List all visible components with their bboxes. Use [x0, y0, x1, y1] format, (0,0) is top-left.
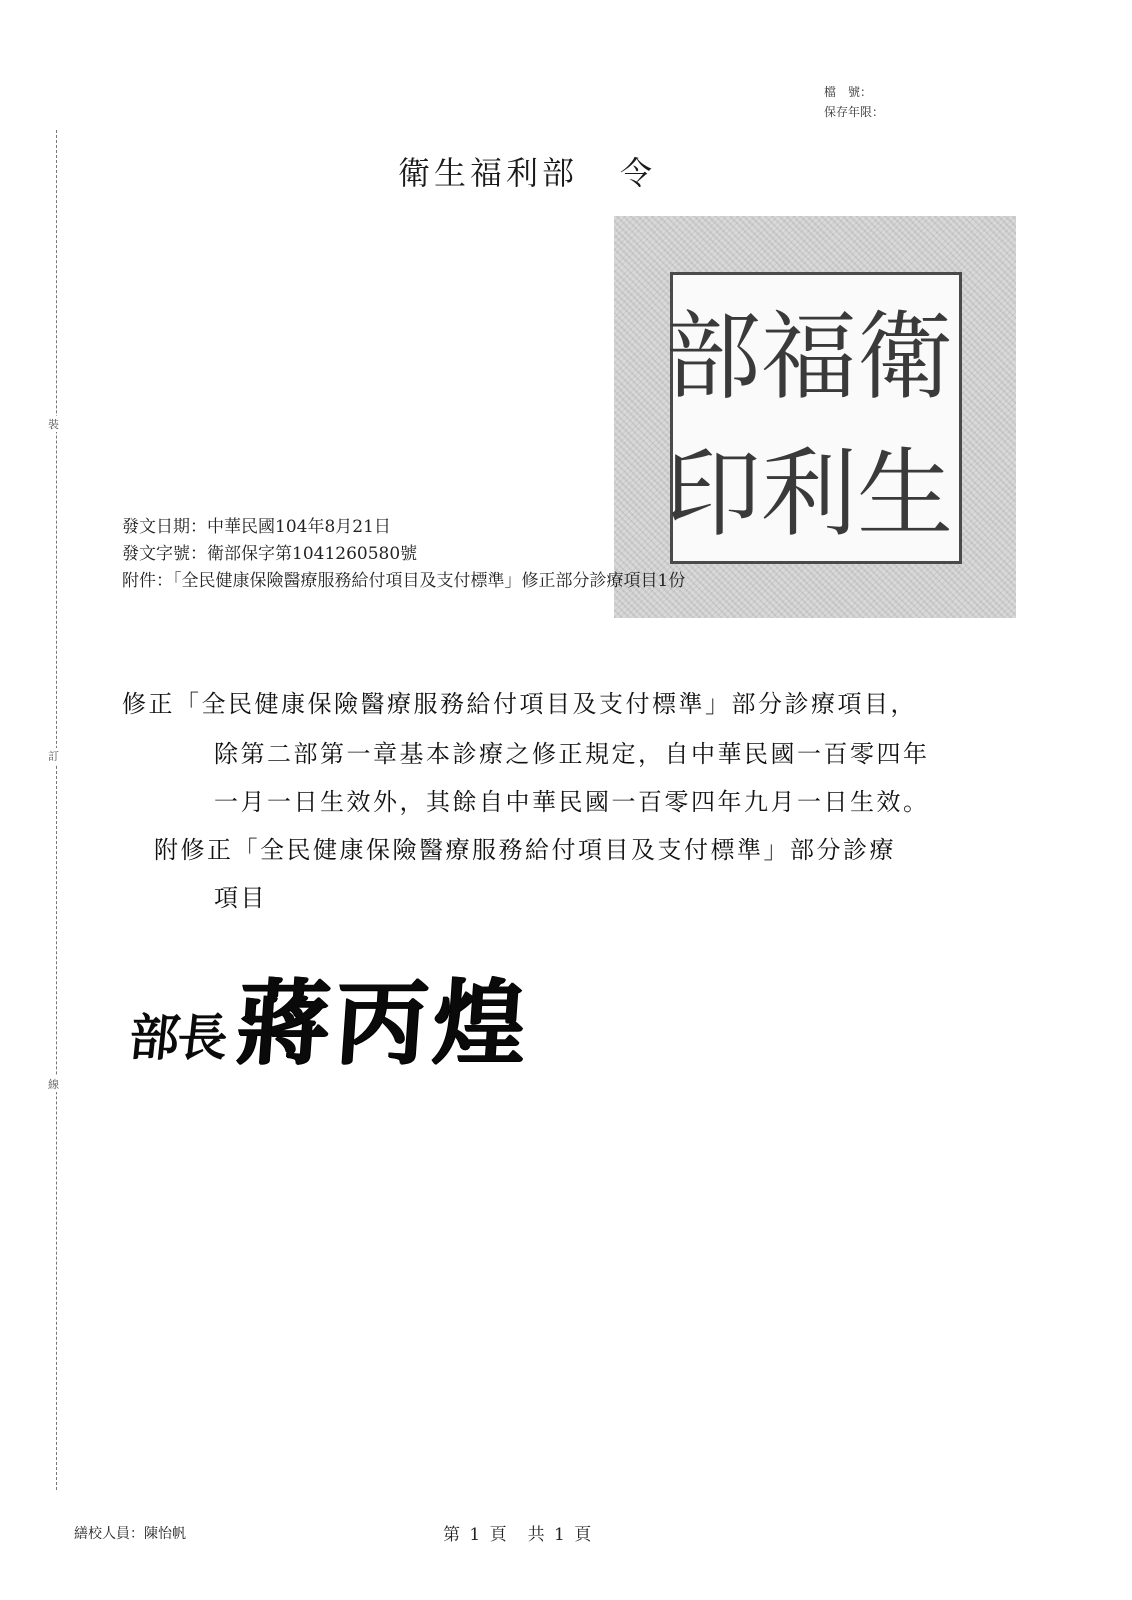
file-number-label: 檔 號：	[823, 85, 872, 99]
attachment: 附件：「全民健康保險醫療服務給付項目及支付標準」修正部分診療項目1份	[122, 571, 686, 591]
issue-date: 發文日期：中華民國104年8月21日	[122, 517, 391, 537]
seal-char: 福	[761, 301, 857, 413]
body-line: 修正「全民健康保險醫療服務給付項目及支付標準」部分診療項目，	[122, 690, 917, 718]
seal-char: 利	[761, 438, 857, 550]
seal-char: 部	[665, 301, 761, 413]
binding-char: 線	[48, 1078, 59, 1091]
page-number: 第 1 頁 共 1 頁	[443, 1525, 594, 1545]
document-title	[398, 148, 656, 194]
seal-char: 衛	[857, 301, 953, 413]
reference-number: 發文字號：衛部保字第1041260580號	[122, 544, 418, 564]
agency-name: 衛生福利部	[398, 154, 579, 192]
seal-char: 生	[857, 438, 953, 550]
signature-title: 部長	[126, 1008, 229, 1067]
retention-period-label: 保存年限：	[823, 105, 884, 119]
proofreader: 繕校人員：陳怡帆	[74, 1526, 186, 1542]
binding-char: 裝	[48, 418, 59, 431]
file-meta	[824, 82, 884, 122]
seal-frame	[665, 272, 962, 564]
body-line: 除第二部第一章基本診療之修正規定，自中華民國一百零四年	[214, 740, 930, 768]
minister-signature	[126, 950, 536, 1082]
binding-line	[56, 130, 57, 1490]
body-line: 附修正「全民健康保險醫療服務給付項目及支付標準」部分診療	[154, 836, 896, 864]
binding-char: 訂	[48, 750, 59, 763]
document-meta	[122, 514, 685, 595]
document-type: 令	[620, 154, 657, 192]
body-line: 一月一日生效外，其餘自中華民國一百零四年九月一日生效。	[214, 788, 930, 816]
signature-name: 蔣丙煌	[233, 969, 536, 1077]
body-line: 項目	[214, 884, 267, 912]
seal-char: 印	[665, 438, 761, 550]
